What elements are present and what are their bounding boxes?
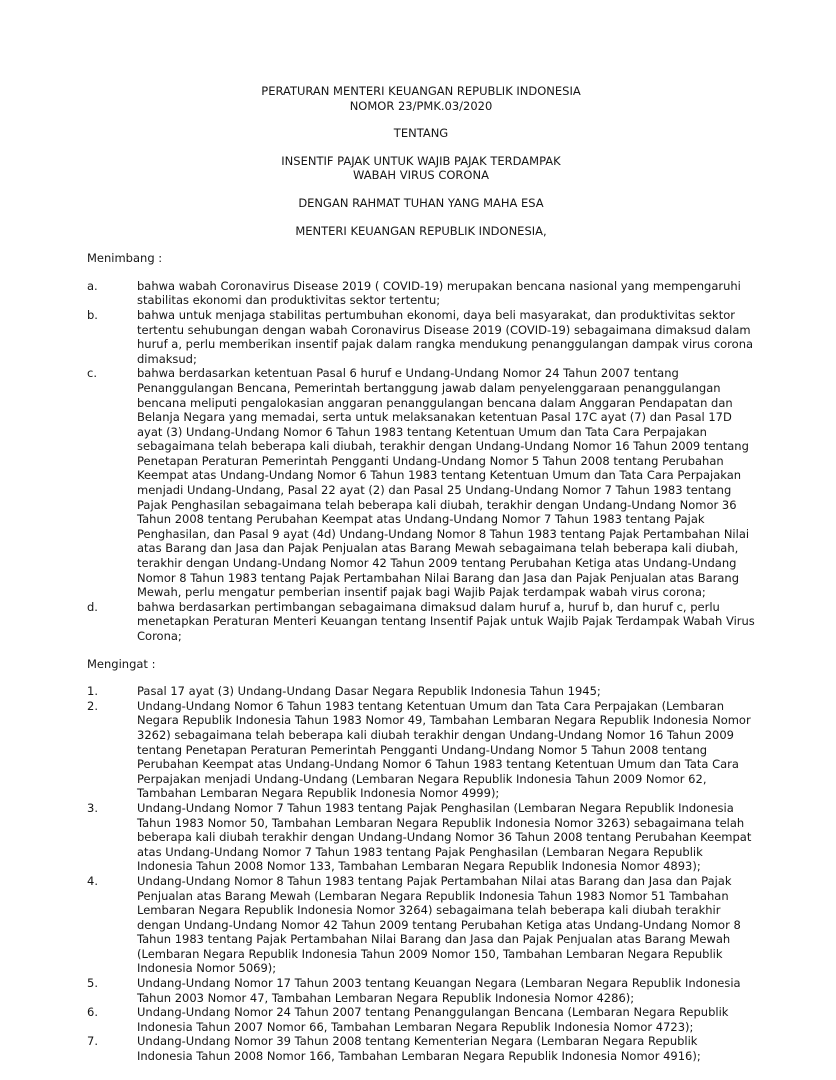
mengingat-label: Mengingat : <box>87 656 156 671</box>
menimbang-item-d <box>87 600 755 644</box>
item-text: Undang-Undang Nomor 8 Tahun 1983 tentang Pajak Pertambahan Nilai atas Barang dan Jasa dan Pajak Penjualan atas Barang Mewah (Lembaran Negara Republik Indonesia Tahun 1983 Nomor 51 Tambahan Lembaran Negara Republik Indonesia Nomor 3264) sebagaimana telah beberapa kali diubah terakhir dengan Undang-Undang Nomor 42 Tahun 2009 tentang Perubahan Ketiga atas Undang-Undang Nomor 8 Tahun 1983 tentang Pajak Pertambahan Nilai Barang dan Jasa dan Pajak Penjualan atas Barang Mewah (Lembaran Negara Republik Indonesia Tahun 2009 Nomor 150, Tambahan Lembaran Negara Republik Indonesia Nomor 5069); <box>137 873 741 976</box>
item-text: Pasal 17 ayat (3) Undang-Undang Dasar Negara Republik Indonesia Tahun 1945; <box>137 684 601 699</box>
item-marker: 7. <box>87 1034 98 1049</box>
subject-line-2: WABAH VIRUS CORONA <box>353 168 489 183</box>
item-text: Undang-Undang Nomor 24 Tahun 2007 tentang Penanggulangan Bencana (Lembaran Negara Republik Indonesia Tahun 2007 Nomor 66, Tambahan Lembaran Negara Republik Indonesia Nomor 4723); <box>137 1005 729 1034</box>
item-text: Undang-Undang Nomor 6 Tahun 1983 tentang Ketentuan Umum dan Tata Cara Perpajakan (Lembaran Negara Republik Indonesia Tahun 1983 Nomor 49, Tambahan Lembaran Negara Republik Indonesia Nomor 3262) sebagaimana telah beberapa kali diubah terakhir dengan Undang-Undang Nomor 16 Tahun 2009 tentang Penetapan Peraturan Pemerintah Pengganti Undang-Undang Nomor 5 Tahun 2008 tentang Perubahan Keempat atas Undang-Undang Nomor 6 Tahun 1983 tentang Ketentuan Umum dan Tata Cara Perpajakan menjadi Undang-Undang (Lembaran Negara Republik Indonesia Tahun 2009 Nomor 62, Tambahan Lembaran Negara Republik Indonesia Nomor 4999); <box>137 698 751 801</box>
menimbang-list <box>87 279 755 644</box>
document-header <box>87 84 755 238</box>
invocation-line: DENGAN RAHMAT TUHAN YANG MAHA ESA <box>298 195 544 210</box>
subject-block <box>87 154 755 183</box>
item-text: bahwa berdasarkan ketentuan Pasal 6 huruf e Undang-Undang Nomor 24 Tahun 2007 tentang Penanggulangan Bencana, Pemerintah bertanggung jawab dalam penyelenggaraan penanggulangan bencana meliputi pengalokasian anggaran penanggulangan bencana dalam Anggaran Pendapatan dan Belanja Negara yang memadai, serta untuk melaksanakan ketentuan Pasal 17C ayat (7) dan Pasal 17D ayat (3) Undang-Undang Nomor 6 Tahun 1983 tentang Ketentuan Umum dan Tata Cara Perpajakan sebagaimana telah beberapa kali diubah, terakhir dengan Undang-Undang Nomor 16 Tahun 2009 tentang Penetapan Peraturan Pemerintah Pengganti Undang-Undang Nomor 5 Tahun 2008 tentang Perubahan Keempat atas Undang-Undang Nomor 6 Tahun 1983 tentang Ketentuan Umum dan Tata Cara Perpajakan menjadi Undang-Undang, Pasal 22 ayat (2) dan Pasal 25 Undang-Undang Nomor 7 Tahun 1983 tentang Pajak Penghasilan sebagaimana telah beberapa kali diubah, terakhir dengan Undang-Undang Nomor 36 Tahun 2008 tentang Perubahan Keempat atas Undang-Undang Nomor 7 Tahun 1983 tentang Pajak Penghasilan, dan Pasal 9 ayat (4d) Undang-Undang Nomor 8 Tahun 1983 tentang Pajak Pertambahan Nilai atas Barang dan Jasa dan Pajak Penjualan atas Barang Mewah sebagaimana telah beberapa kali diubah, terakhir dengan Undang-Undang Nomor 42 Tahun 2009 tentang Perubahan Ketiga atas Undang-Undang Nomor 8 Tahun 1983 tentang Pajak Pertambahan Nilai Barang dan Jasa dan Pajak Penjualan atas Barang Mewah, perlu mengatur pemberian insentif pajak bagi Wajib Pajak terdampak wabah virus corona; <box>137 366 750 600</box>
regulation-title: PERATURAN MENTERI KEUANGAN REPUBLIK INDONESIA <box>261 84 581 98</box>
regulation-number: NOMOR 23/PMK.03/2020 <box>349 98 493 113</box>
item-marker: 3. <box>87 800 98 815</box>
mengingat-item-2 <box>87 699 755 801</box>
item-text: bahwa untuk menjaga stabilitas pertumbuhan ekonomi, daya beli masyarakat, dan produktivitas sektor tertentu sehubungan dengan wabah Coronavirus Disease 2019 (COVID-19) sebagaimana dimaksud dalam huruf a, perlu memberikan insentif pajak dalam rangka mendukung penanggulangan dampak virus corona dimaksud; <box>137 307 754 366</box>
mengingat-list <box>87 684 755 1063</box>
item-marker: 5. <box>87 976 98 991</box>
subject-line-1: INSENTIF PAJAK UNTUK WAJIB PAJAK TERDAMPAK <box>281 153 561 168</box>
issuing-authority: MENTERI KEUANGAN REPUBLIK INDONESIA, <box>295 223 547 238</box>
menimbang-item-c <box>87 366 755 600</box>
mengingat-item-3 <box>87 801 755 874</box>
item-text: bahwa wabah Coronavirus Disease 2019 ( COVID-19) merupakan bencana nasional yang mempengaruhi stabilitas ekonomi dan produktivitas sektor tertentu; <box>137 278 741 308</box>
mengingat-item-7 <box>87 1034 755 1063</box>
item-marker: b. <box>87 307 98 322</box>
item-text: Undang-Undang Nomor 17 Tahun 2003 tentang Keuangan Negara (Lembaran Negara Republik Indonesia Tahun 2003 Nomor 47, Tambahan Lembaran Negara Republik Indonesia Nomor 4286); <box>137 976 741 1005</box>
mengingat-item-1 <box>87 684 755 699</box>
tentang-label: TENTANG <box>393 126 449 141</box>
item-marker: 2. <box>87 698 98 713</box>
menimbang-item-a <box>87 279 755 308</box>
item-text: bahwa berdasarkan pertimbangan sebagaimana dimaksud dalam huruf a, huruf b, dan huruf c, perlu menetapkan Peraturan Menteri Keuangan tentang Insentif Pajak untuk Wajib Pajak Terdampak Wabah Virus Corona; <box>137 599 755 643</box>
item-marker: 4. <box>87 873 98 888</box>
item-marker: 6. <box>87 1005 98 1020</box>
menimbang-label: Menimbang : <box>87 251 163 266</box>
menimbang-item-b <box>87 308 755 366</box>
mengingat-item-6 <box>87 1005 755 1034</box>
item-text: Undang-Undang Nomor 39 Tahun 2008 tentang Kementerian Negara (Lembaran Negara Republik Indonesia Tahun 2008 Nomor 166, Tambahan Lembaran Negara Republik Indonesia Nomor 4916); <box>137 1034 701 1064</box>
item-marker: d. <box>87 599 98 614</box>
item-marker: c. <box>87 366 97 381</box>
item-marker: a. <box>87 278 98 293</box>
item-marker: 1. <box>87 684 98 699</box>
mengingat-item-4 <box>87 874 755 976</box>
mengingat-item-5 <box>87 976 755 1005</box>
item-text: Undang-Undang Nomor 7 Tahun 1983 tentang Pajak Penghasilan (Lembaran Negara Republik Indonesia Tahun 1983 Nomor 50, Tambahan Lembaran Negara Republik Indonesia Nomor 3263) sebagaimana telah beberapa kali diubah terakhir dengan Undang-Undang Nomor 36 Tahun 2008 tentang Perubahan Keempat atas Undang-Undang Nomor 7 Tahun 1983 tentang Pajak Penghasilan (Lembaran Negara Republik Indonesia Tahun 2008 Nomor 133, Tambahan Lembaran Negara Republik Indonesia Nomor 4893); <box>137 800 752 874</box>
